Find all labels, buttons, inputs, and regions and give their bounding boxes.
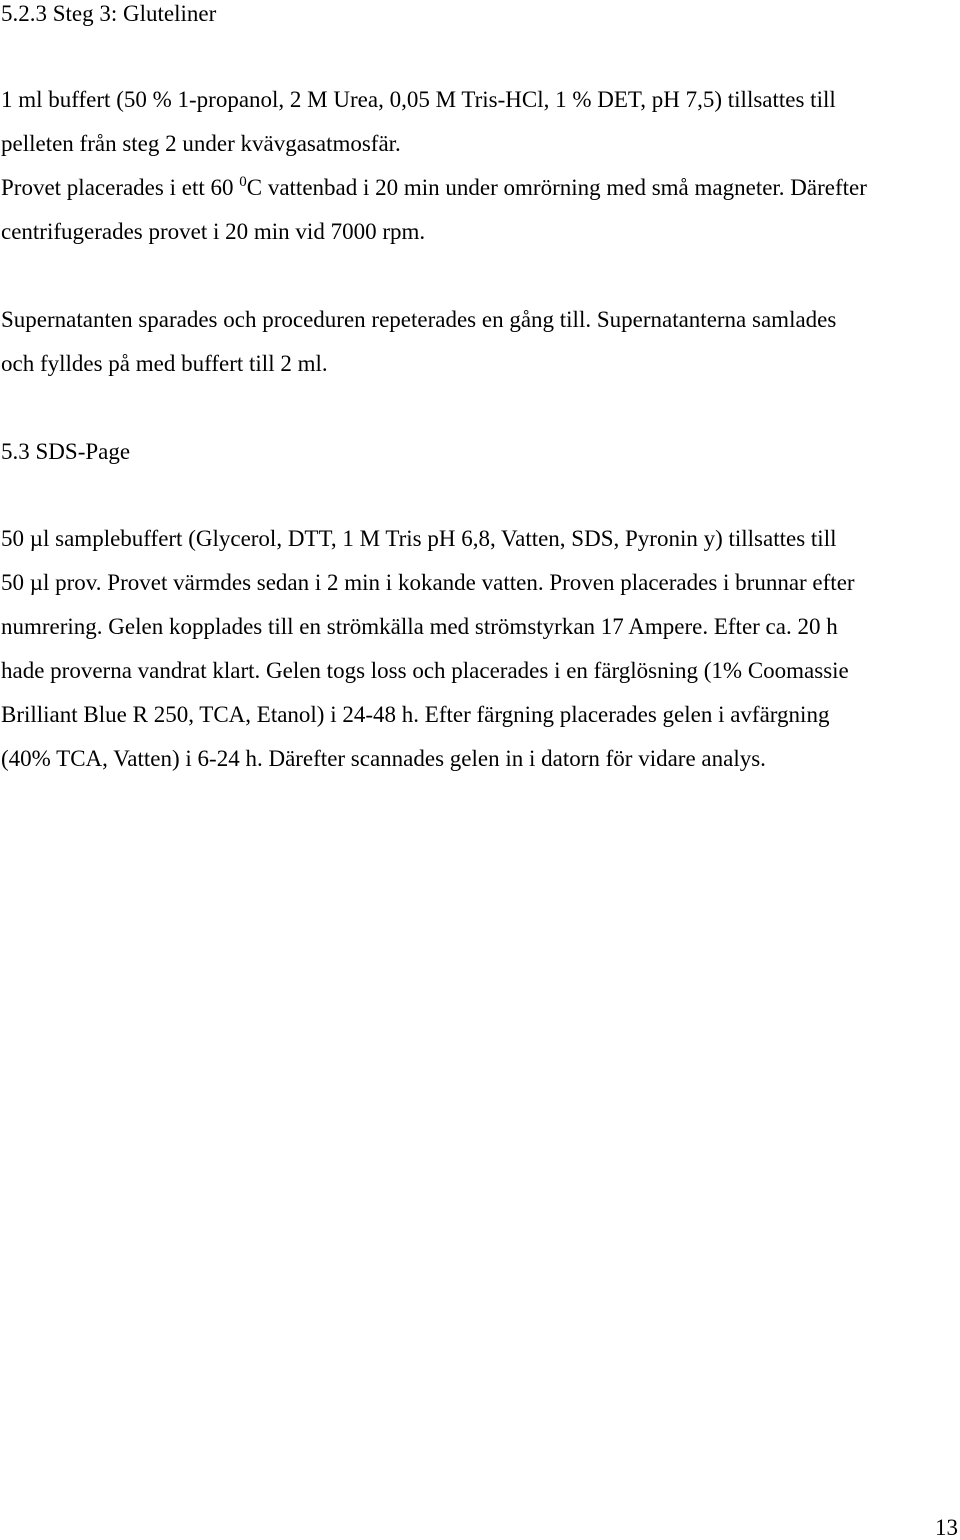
paragraph-line: hade proverna vandrat klart. Gelen togs loss och placerades i en färglösning (1% Coomassie: [1, 658, 849, 683]
superscript-degree: 0: [239, 174, 247, 190]
paragraph-line: Brilliant Blue R 250, TCA, Etanol) i 24-48 h. Efter färgning placerades gelen i avfärgning: [1, 702, 830, 727]
page-number: 13: [935, 1515, 958, 1540]
text-segment: C vattenbad i 20 min under omrörning med små magneter. Därefter: [246, 175, 867, 200]
paragraph-line: centrifugerades provet i 20 min vid 7000 rpm.: [1, 219, 426, 244]
section-heading-5-2-3: 5.2.3 Steg 3: Gluteliner: [1, 1, 217, 26]
paragraph-line: och fylldes på med buffert till 2 ml.: [1, 351, 328, 376]
paragraph-line: pelleten från steg 2 under kvävgasatmosfär.: [1, 131, 401, 156]
paragraph-line: 1 ml buffert (50 % 1-propanol, 2 M Urea, 0,05 M Tris-HCl, 1 % DET, pH 7,5) tillsattes till: [1, 87, 836, 112]
paragraph-line: [1, 174, 867, 202]
section-heading-5-3: 5.3 SDS-Page: [1, 439, 131, 464]
paragraph-line: 50 µl samplebuffert (Glycerol, DTT, 1 M Tris pH 6,8, Vatten, SDS, Pyronin y) tillsattes till: [1, 526, 837, 551]
paragraph-line: Supernatanten sparades och proceduren repeterades en gång till. Supernatanterna samlades: [1, 307, 837, 332]
paragraph-line: (40% TCA, Vatten) i 6-24 h. Därefter scannades gelen in i datorn för vidare analys.: [1, 746, 766, 771]
paragraph-line: 50 µl prov. Provet värmdes sedan i 2 min i kokande vatten. Proven placerades i brunnar efter: [1, 570, 855, 595]
text-segment: Provet placerades i ett 60: [1, 175, 240, 200]
paragraph-line: numrering. Gelen kopplades till en strömkälla med strömstyrkan 17 Ampere. Efter ca. 20 h: [1, 614, 838, 639]
